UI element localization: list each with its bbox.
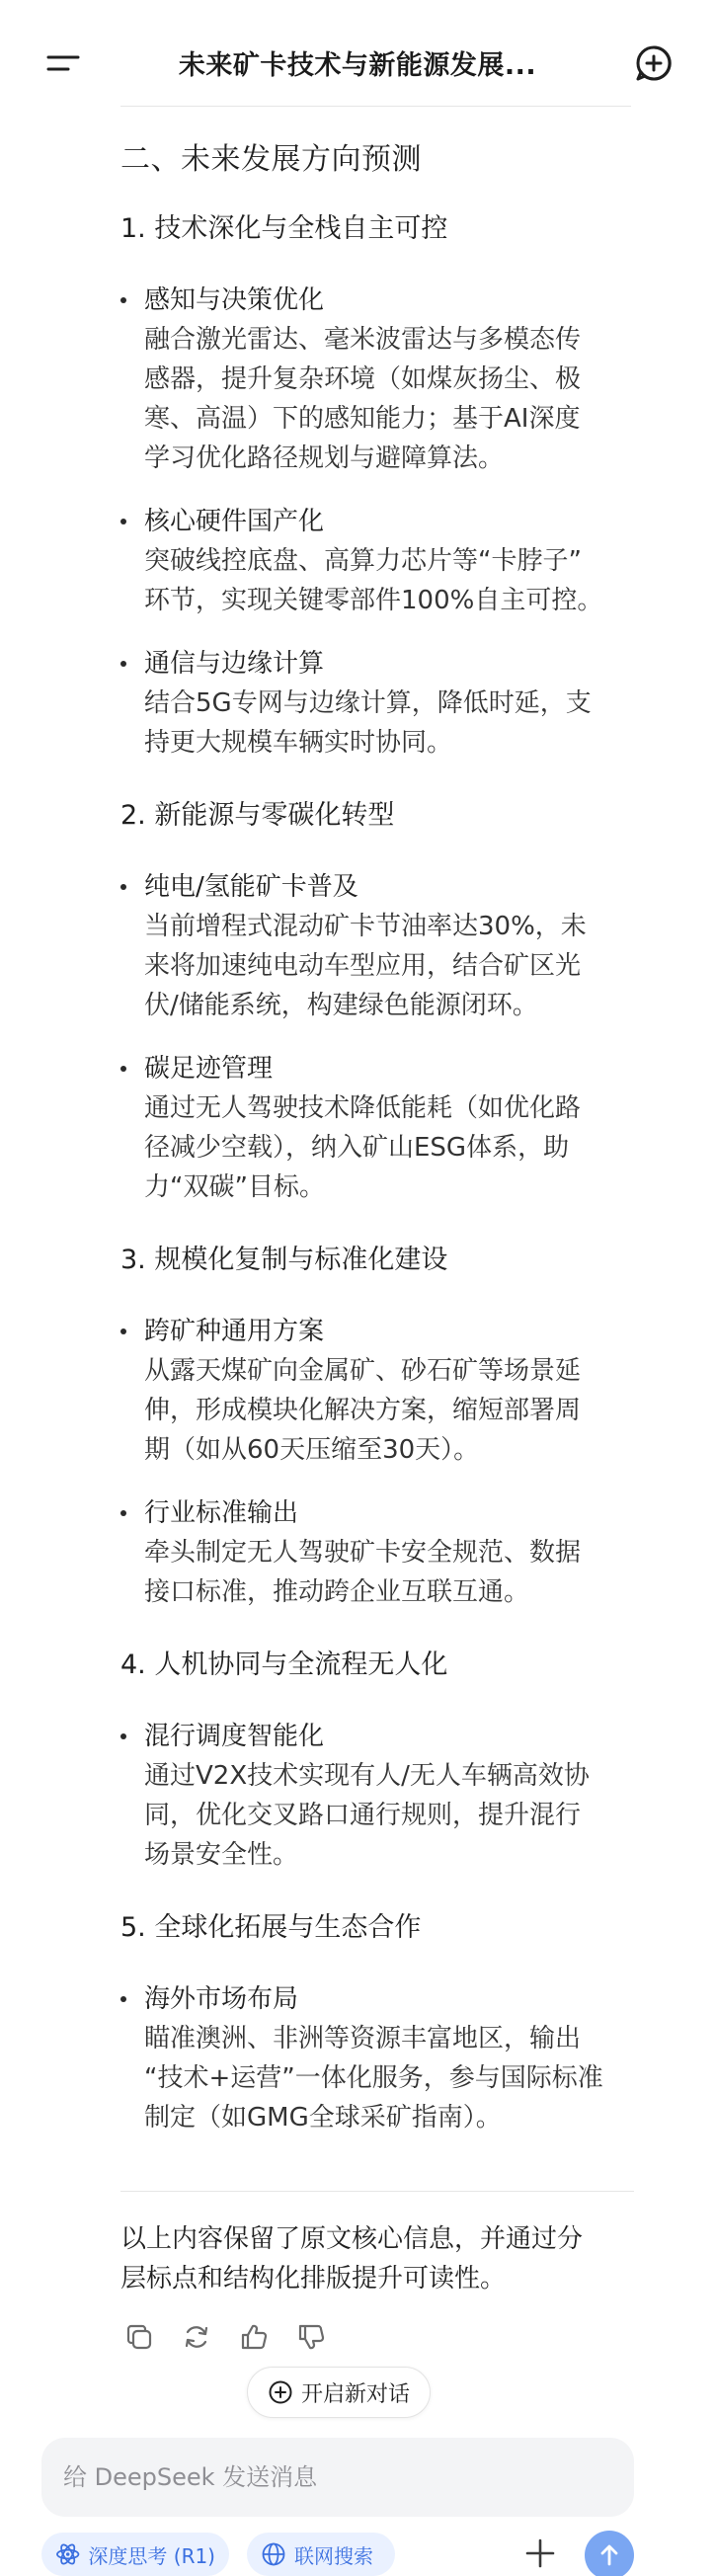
thumbs-up-icon	[239, 2322, 269, 2352]
bullet-item	[120, 1493, 634, 1612]
bullet-dot	[120, 519, 126, 524]
summary-text	[120, 2219, 634, 2298]
article-sections	[120, 211, 634, 2173]
bullet-title: 核心硬件国产化	[144, 507, 325, 536]
section-spacer	[120, 1898, 634, 1910]
bullet-text-line: 寒、高温）下的感知能力；基于AI深度	[144, 404, 581, 434]
bullet-text-line: 来将加速纯电动车型应用，结合矿区光	[144, 951, 582, 981]
bullet-dot	[120, 1733, 126, 1739]
web-search-toggle[interactable]	[247, 2533, 395, 2576]
deep-think-label: 深度思考 (R1)	[88, 2543, 215, 2568]
bullet-dot	[120, 1328, 126, 1334]
conversation-title[interactable]: 未来矿卡技术与新能源发展...	[178, 50, 537, 81]
bullet-item	[120, 281, 634, 478]
section-heading: 1. 技术深化与全栈自主可控	[120, 213, 448, 244]
bullet-title: 混行调度智能化	[144, 1722, 325, 1751]
bullet-text-line: 学习优化路径规划与避障算法。	[144, 443, 505, 473]
bullet-item	[120, 1717, 634, 1875]
new-chat-icon	[268, 2379, 293, 2405]
bullet-title: 碳足迹管理	[144, 1054, 274, 1084]
section-heading: 5. 全球化拓展与生态合作	[120, 1912, 422, 1943]
bullet-item	[120, 867, 634, 1025]
globe-icon	[261, 2541, 286, 2567]
new-chat-button[interactable]	[626, 36, 681, 91]
thumbs-down-icon	[296, 2322, 326, 2352]
section-heading: 4. 人机协同与全流程无人化	[120, 1650, 448, 1680]
bullet-dot	[120, 1510, 126, 1516]
bullet-text-line: 同，优化交叉路口通行规则，提升混行	[144, 1801, 582, 1830]
top-bar	[0, 0, 715, 109]
web-search-label: 联网搜索	[294, 2543, 373, 2568]
bullet-title: 跨矿种通用方案	[144, 1317, 325, 1346]
bullet-item	[120, 644, 634, 763]
bullet-text-line: 通过无人驾驶技术降低能耗（如优化路	[144, 1093, 582, 1123]
bullet-item	[120, 1979, 634, 2137]
bullet-text-line: 融合激光雷达、毫米波雷达与多模态传	[144, 325, 582, 355]
bullet-item	[120, 502, 634, 620]
regenerate-icon	[182, 2322, 211, 2352]
composer-toolbar	[41, 2531, 634, 2576]
bullet-text-line: 通过V2X技术实现有人/无人车辆高效协	[144, 1761, 590, 1791]
copy-button[interactable]	[122, 2320, 156, 2354]
bullet-title: 行业标准输出	[144, 1498, 299, 1528]
new-dialog-label: 开启新对话	[300, 2381, 410, 2407]
summary-line: 层标点和结构化排版提升可读性。	[120, 2264, 507, 2294]
bullet-dot	[120, 1066, 126, 1072]
send-button[interactable]	[585, 2531, 634, 2576]
bullet-text-line: 场景安全性。	[144, 1840, 299, 1870]
bullet-text-line: 制定（如GMG全球采矿指南）。	[144, 2103, 502, 2133]
bullet-text-line: 径减少空载），纳入矿山ESG体系，助	[144, 1133, 570, 1163]
section-spacer	[120, 786, 634, 798]
section-heading: 2. 新能源与零碳化转型	[120, 800, 395, 831]
bullet-text-line: 突破线控底盘、高算力芯片等“卡脖子”	[144, 546, 582, 576]
bullet-text-line: 期（如从60天压缩至30天）。	[144, 1435, 480, 1465]
bullet-title: 海外市场布局	[144, 1984, 299, 2014]
bullet-text-line: 持更大规模车辆实时协同。	[144, 728, 453, 758]
bullet-text-line: 结合5G专网与边缘计算，降低时延，支	[144, 688, 592, 718]
section-spacer	[120, 1636, 634, 1648]
bullet-text-line: 当前增程式混动矿卡节油率达30%，未	[144, 912, 587, 941]
bullet-item	[120, 1312, 634, 1470]
bullet-title: 纯电/氢能矿卡普及	[144, 872, 358, 902]
bullet-text-line: 感器，提升复杂环境（如煤灰扬尘、极	[144, 364, 582, 394]
bullet-text-line: 牵头制定无人驾驶矿卡安全规范、数据	[144, 1538, 582, 1568]
bullet-title: 感知与决策优化	[144, 285, 325, 315]
message-actions	[122, 2320, 634, 2354]
message-composer	[41, 2438, 634, 2517]
message-content	[120, 140, 634, 2354]
bullet-text-line: 瞄准澳洲、非洲等资源丰富地区，输出	[144, 2024, 582, 2053]
bullet-dot	[120, 661, 126, 667]
bullet-text-line: 环节，实现关键零部件100%自主可控。	[144, 586, 603, 615]
summary-line: 以上内容保留了原文核心信息，并通过分	[120, 2224, 584, 2254]
article-heading: 二、未来发展方向预测	[120, 142, 422, 177]
menu-button[interactable]	[36, 36, 91, 91]
section-spacer	[120, 2161, 634, 2173]
dislike-button[interactable]	[294, 2320, 328, 2354]
menu-icon	[46, 51, 80, 75]
bullet-text-line: 力“双碳”目标。	[144, 1172, 325, 1202]
bullet-text-line: 接口标准，推动跨企业互联互通。	[144, 1577, 530, 1607]
new-dialog-button[interactable]	[247, 2367, 431, 2418]
section-spacer	[120, 1231, 634, 1243]
arrow-up-icon	[596, 2542, 622, 2568]
like-button[interactable]	[237, 2320, 271, 2354]
bullet-dot	[120, 1996, 126, 2002]
bullet-item	[120, 1049, 634, 1207]
bullet-title: 通信与边缘计算	[144, 649, 325, 679]
bullet-text-line: 伸，形成模块化解决方案，缩短部署周	[144, 1396, 582, 1425]
bullet-text-line: “技术+运营”一体化服务，参与国际标准	[144, 2063, 603, 2093]
atom-icon	[55, 2541, 80, 2567]
attach-button[interactable]	[517, 2531, 563, 2576]
header-divider	[120, 106, 631, 107]
message-input[interactable]	[63, 2463, 634, 2491]
section-heading: 3. 规模化复制与标准化建设	[120, 1245, 448, 1275]
copy-icon	[124, 2322, 154, 2352]
bullet-dot	[120, 297, 126, 303]
bullet-text-line: 从露天煤矿向金属矿、砂石矿等场景延	[144, 1356, 582, 1386]
regenerate-button[interactable]	[180, 2320, 213, 2354]
bullet-dot	[120, 884, 126, 890]
deep-think-toggle[interactable]	[41, 2533, 229, 2576]
plus-icon	[524, 2537, 556, 2569]
bullet-text-line: 伏/储能系统，构建绿色能源闭环。	[144, 991, 538, 1020]
new-chat-icon	[635, 44, 673, 82]
message-divider	[120, 2191, 634, 2192]
